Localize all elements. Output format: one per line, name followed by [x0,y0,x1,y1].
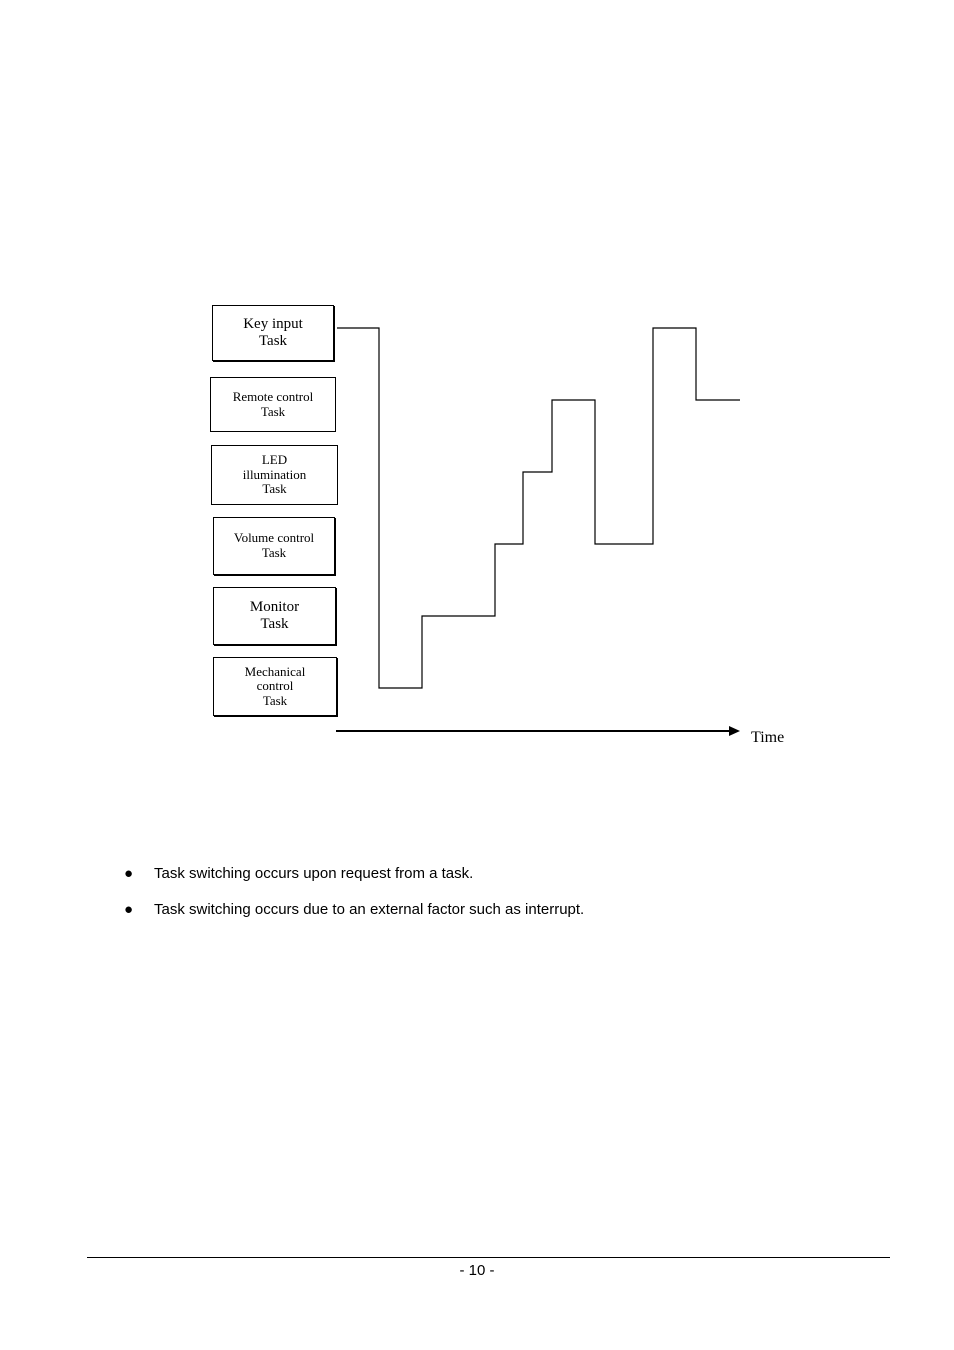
execution-step-line [337,328,740,688]
page-number: - 10 - [459,1262,495,1279]
task-label-line: Monitor [249,599,300,616]
task-label-line: Mechanical [244,663,306,679]
bullet-list [124,862,584,934]
task-label-line: Volume control [233,530,315,546]
time-axis-arrowhead [729,726,740,736]
bullet-icon: ● [124,864,134,882]
task-label-line: Key input [243,316,303,333]
bullet-icon: ● [124,900,134,918]
footer-divider [87,1257,890,1258]
task-label-line: Task [262,481,287,497]
task-label-line: Task [262,692,288,708]
task-label-line: illumination [242,466,307,482]
task-label-line: Task [260,403,286,419]
task-label-line: LED [261,452,288,468]
task-label-line: control [256,678,294,694]
bullet-text: Task switching occurs due to an external factor such as interrupt. [154,900,585,918]
list-item [124,898,584,920]
task-label-line: Task [261,545,287,560]
time-axis-label: Time [751,729,785,746]
task-label-line: Task [260,616,289,632]
list-item [124,862,584,884]
bullet-text: Task switching occurs upon request from a task. [154,864,474,882]
task-label-line: Task [258,333,288,349]
task-label-line: Remote control [232,388,314,404]
